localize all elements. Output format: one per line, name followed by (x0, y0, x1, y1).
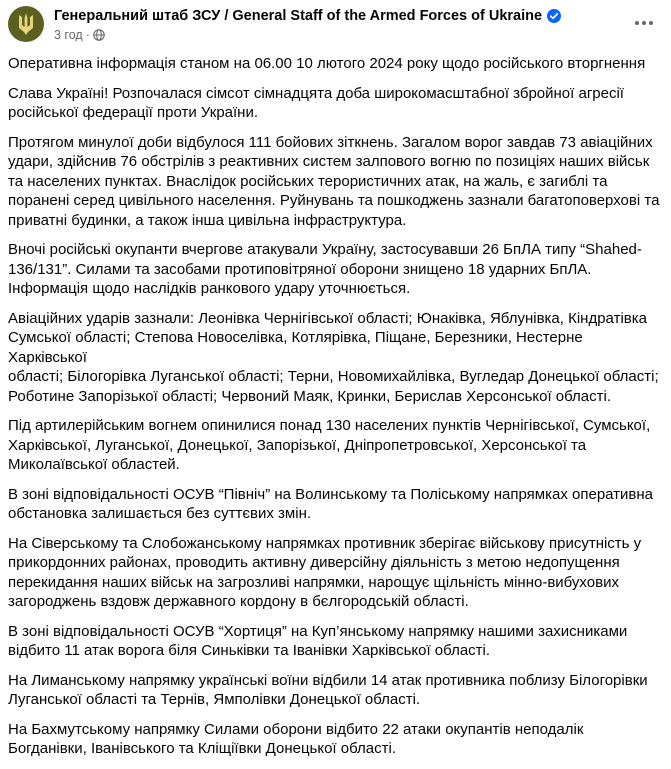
post-paragraph: На Лиманському напрямку українські воїни відбили 14 атак противника поблизу Білогорівки Луганської області та Тернів, Ямполівки Донецької області. (8, 671, 648, 708)
post-paragraph: Під артилерійським вогнем опинилися понад 130 населених пунктів Чернігівської, Сумської, Харківської, Луганської, Донецької, Запорізької, Дніпропетровської, Херсонської та Миколаївської областей. (8, 417, 651, 473)
post-header (8, 4, 663, 44)
more-options-button[interactable] (629, 8, 659, 38)
post-meta (54, 28, 105, 42)
page-name[interactable]: Генеральний штаб ЗСУ / General Staff of the Armed Forces of Ukraine (54, 8, 543, 24)
more-options-icon (634, 20, 654, 26)
post-paragraph: В зоні відповідальності ОСУВ “Хортиця” на Куп’янському напрямку нашими захисниками відбито 11 атак ворога біля Синьківки та Іванівки Харківської області. (8, 622, 628, 659)
post-paragraph: На Бахмутському напрямку Силами оборони відбито 22 атаки окупантів неподалік Богданівки, Іванівського та Кліщіївки Донецької області. (8, 720, 584, 757)
globe-icon (93, 29, 105, 41)
post-paragraph: Протягом минулої доби відбулося 111 бойових зіткнень. Загалом ворог завдав 73 авіаційних удари, здійснив 76 обстрілів з реактивних систем залпового вогню по позиціях наших військ та населених пунктах. Внаслідок російських терористичних атак, на жаль, є загиблі та поранені серед цивільного населення. Руйнувань та пошкоджень зазнали багатоповерхові та приватні будинки, а також інша цивільна інфраструктура. (8, 133, 660, 229)
post-time[interactable]: 3 год (54, 28, 83, 42)
page-name-row (54, 8, 561, 24)
meta-separator: · (85, 28, 90, 42)
trident-emblem-icon (15, 12, 37, 36)
post-paragraph: Авіаційних ударів зазнали: Леонівка Чернігівської області; Юнаківка, Яблунівка, Кіндратівка Сумської області; Степова Новоселівка, Котлярівка, Піщане, Березники, Нестерне Харківської області; Білогорівка Луганської області; Терни, Новомихайлівка, Вугледар Донецької області; Роботине Запорізької області; Червоний Маяк, Кринки, Берислав Херсонської області. (8, 309, 659, 405)
post-paragraph: На Сіверському та Слобожанському напрямках противник зберігає військову присутність у прикордонних районах, проводить активну диверсійну діяльність з метою недопущення перекидання наших військ на загрозливі напрямки, нарощує щільність мінно-вибухових загороджень вздовж державного кордону в бєлгородській області. (8, 534, 642, 610)
post-paragraph: В зоні відповідальності ОСУВ “Північ” на Волинському та Поліському напрямках оперативна обстановка залишається без суттєвих змін. (8, 485, 654, 522)
post-body (8, 54, 660, 769)
avatar[interactable] (8, 6, 44, 42)
post-paragraph: Слава Україні! Розпочалася сімсот сімнадцята доба широкомасштабної збройної агресії російської федерації проти України. (8, 84, 624, 121)
verified-badge-icon (547, 9, 561, 23)
post-paragraph: Вночі російські окупанти вчергове атакували Україну, застосувавши 26 БпЛА типу “Shahed- 136/131”. Силами та засобами протиповітряної оборони знищено 18 ударних БпЛА. Інформація щодо наслідків ранкового удару уточнюється. (8, 241, 642, 297)
post-paragraph: Оперативна інформація станом на 06.00 10 лютого 2024 року щодо російського вторгнення (8, 55, 646, 72)
